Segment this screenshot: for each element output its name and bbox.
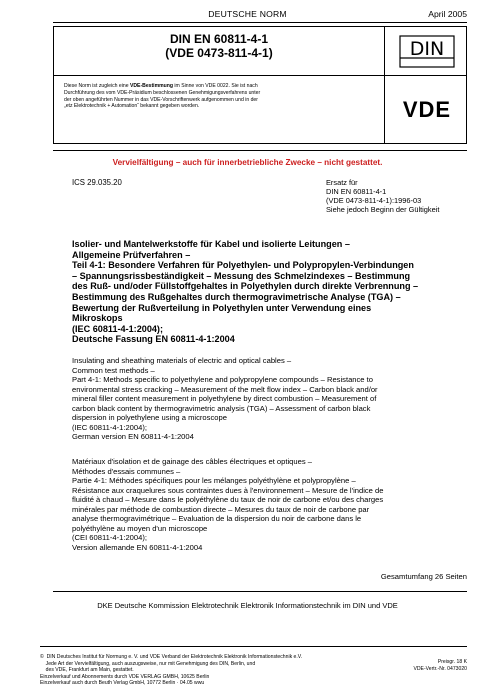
title-fr-line: Méthodes d'essais communes – <box>72 466 181 476</box>
title-de-line: – Spannungsrissbeständigkeit – Messung des Schmelzindexes – Bestimmung <box>72 270 411 281</box>
title-en-line: carbon black content by thermogravimetric analysis (TGA) – Assessment of carbon black <box>72 403 371 413</box>
header-row-note <box>53 75 467 144</box>
title-de-line: des Ruß- und/oder Füllstoffgehaltes in Polyethylen durch direkte Verbrennung – <box>72 281 419 292</box>
title-fr-line: Partie 4-1: Méthodes spécifiques pour les mélanges polyéthylène et polypropylène – <box>72 476 356 485</box>
header-row-standard <box>53 26 467 75</box>
title-fr-line: (CEI 60811-4-1:2004); <box>72 533 147 542</box>
footer-line: Jede Art der Vervielfältigung, auch auszugsweise, nur mit Genehmigung des DIN, Berlin, und <box>40 660 256 667</box>
vde-approval-note <box>64 83 378 110</box>
total-pages: Gesamtumfang 26 Seiten <box>380 572 467 581</box>
notice-rule <box>53 150 467 151</box>
title-en-line: Part 4-1: Methods specific to polyethylene and polypropylene compounds – Resistance to <box>72 375 373 384</box>
footer-line: des VDE, Frankfurt am Main, gestattet. <box>40 667 134 674</box>
ics-code: ICS 29.035.20 <box>72 178 122 187</box>
title-fr-line: analyse thermogravimétrique – Evaluation de la dispersion du noir de carbone dans le <box>72 514 362 523</box>
header-box <box>53 26 467 144</box>
price-info <box>413 659 467 672</box>
dke-rule <box>53 591 467 592</box>
reproduction-notice: Vervielfältigung – auch für innerbetriebliche Zwecke – nicht gestattet. <box>112 158 383 167</box>
vde-logo <box>399 90 455 128</box>
note-line: der oben angeführten Nummer in das VDE-Vorschriftenwerk aufgenommen und in der <box>64 96 258 103</box>
footer-rule <box>40 646 467 647</box>
title-en-line: Common test methods – <box>72 365 155 375</box>
title-de-line: Bewertung der Rußverteilung in Polyethylen unter Verwendung eines <box>72 302 372 313</box>
title-fr-line: minérales par méthode de combustion directe – Mesures du taux de noir de carbone par <box>72 504 370 514</box>
title-fr-line: fluidité à chaud – Mesure dans le polyéthylène du taux de noir de carbone et/ou des charges <box>72 495 384 504</box>
title-en-line: (IEC 60811-4-1:2004); <box>72 422 147 432</box>
note-text: Diese Norm ist zugleich eine <box>64 83 130 89</box>
din-logo-text: DIN <box>409 38 445 60</box>
norm-type: DEUTSCHE NORM <box>208 9 287 19</box>
title-fr-line: Matériaux d'isolation et de gainage des câbles électriques et optiques – <box>72 457 312 466</box>
title-en-line: Insulating and sheathing materials of electric and optical cables – <box>72 356 292 365</box>
note-bold: VDE-Bestimmung <box>129 83 173 89</box>
replacement-info <box>326 178 439 214</box>
title-en-line: mineral filler content measurement in polyethylene by direct combustion – Measurement of <box>72 394 377 403</box>
title-de-line: (IEC 60811-4-1:2004); <box>72 323 163 334</box>
vde-number: (VDE 0473-811-4-1) <box>165 46 273 60</box>
vde-logo-text: VDE <box>402 97 452 122</box>
title-fr-line: polyéthylène au moyen d'un microscope <box>72 523 208 533</box>
title-fr-line: Version allemande EN 60811-4-1:2004 <box>72 542 203 552</box>
title-de-line: Bestimmung des Rußgehaltes durch thermogravimetrische Analyse (TGA) – <box>72 291 401 302</box>
footer-line: Einzelverkauf auch durch Beuth Verlag GmbH, 10772 Berlin · 04.05 wwu <box>40 680 205 687</box>
replacement-line: DIN EN 60811-4-1 <box>326 187 387 196</box>
replacement-line: Ersatz für <box>326 178 358 187</box>
top-rule <box>53 22 467 23</box>
price-group: Preisgr. 18 K <box>437 659 467 665</box>
title-de-line: Allgemeine Prüfverfahren – <box>72 249 191 260</box>
order-number: VDE-Vertr.-Nr. 0473020 <box>413 665 467 672</box>
din-number: DIN EN 60811-4-1 <box>169 32 269 46</box>
title-german <box>72 239 472 345</box>
title-french <box>72 457 472 552</box>
title-en-line: German version EN 60811-4-1:2004 <box>72 432 194 441</box>
note-line: Durchführung des vom VDE-Präsidium beschlossenen Genehmigungsverfahrens unter <box>64 89 261 96</box>
header-divider <box>384 76 385 143</box>
title-de-line: Mikroskops <box>72 313 123 324</box>
title-de-line: Deutsche Fassung EN 60811-4-1:2004 <box>72 334 235 345</box>
footer-line: © DIN Deutsches Institut für Normung e. V. und VDE Verband der Elektrotechnik Elektronik Informationstechnik e.V. <box>40 654 303 660</box>
header-divider <box>384 27 385 75</box>
dke-commission: DKE Deutsche Kommission Elektrotechnik Elektronik Informationstechnik im DIN und VDE <box>97 601 398 610</box>
title-english <box>72 356 472 442</box>
standard-number <box>54 32 384 60</box>
title-de-line: Teil 4-1: Besondere Verfahren für Polyethylen- und Polypropylen-Verbindungen <box>72 260 414 271</box>
replacement-line: (VDE 0473-811-4-1):1996-03 <box>326 196 422 205</box>
publication-date: April 2005 <box>428 9 467 19</box>
title-en-line: environmental stress cracking – Measurement of the melt flow index – Carbon black and/or <box>72 384 378 394</box>
footer-line: Einzelverkauf und Abonnements durch VDE VERLAG GMBH, 10625 Berlin <box>40 673 210 680</box>
note-text: im Sinne von VDE 0022. Sie ist nach <box>173 83 258 89</box>
replacement-line: Siehe jedoch Beginn der Gültigkeit <box>326 205 440 214</box>
title-fr-line: Résistance aux craquelures sous contraintes dues à l'environnement – Mesure de l'indice de <box>72 485 384 495</box>
din-logo <box>399 35 455 68</box>
copyright-footer <box>40 654 400 687</box>
title-en-line: dispersion in polyethylene using a microscope <box>72 413 227 422</box>
title-de-line: Isolier- und Mantelwerkstoffe für Kabel und isolierte Leitungen – <box>72 239 350 249</box>
note-line: „etz Elektrotechnik + Automation“ bekannt gegeben worden. <box>64 103 200 110</box>
